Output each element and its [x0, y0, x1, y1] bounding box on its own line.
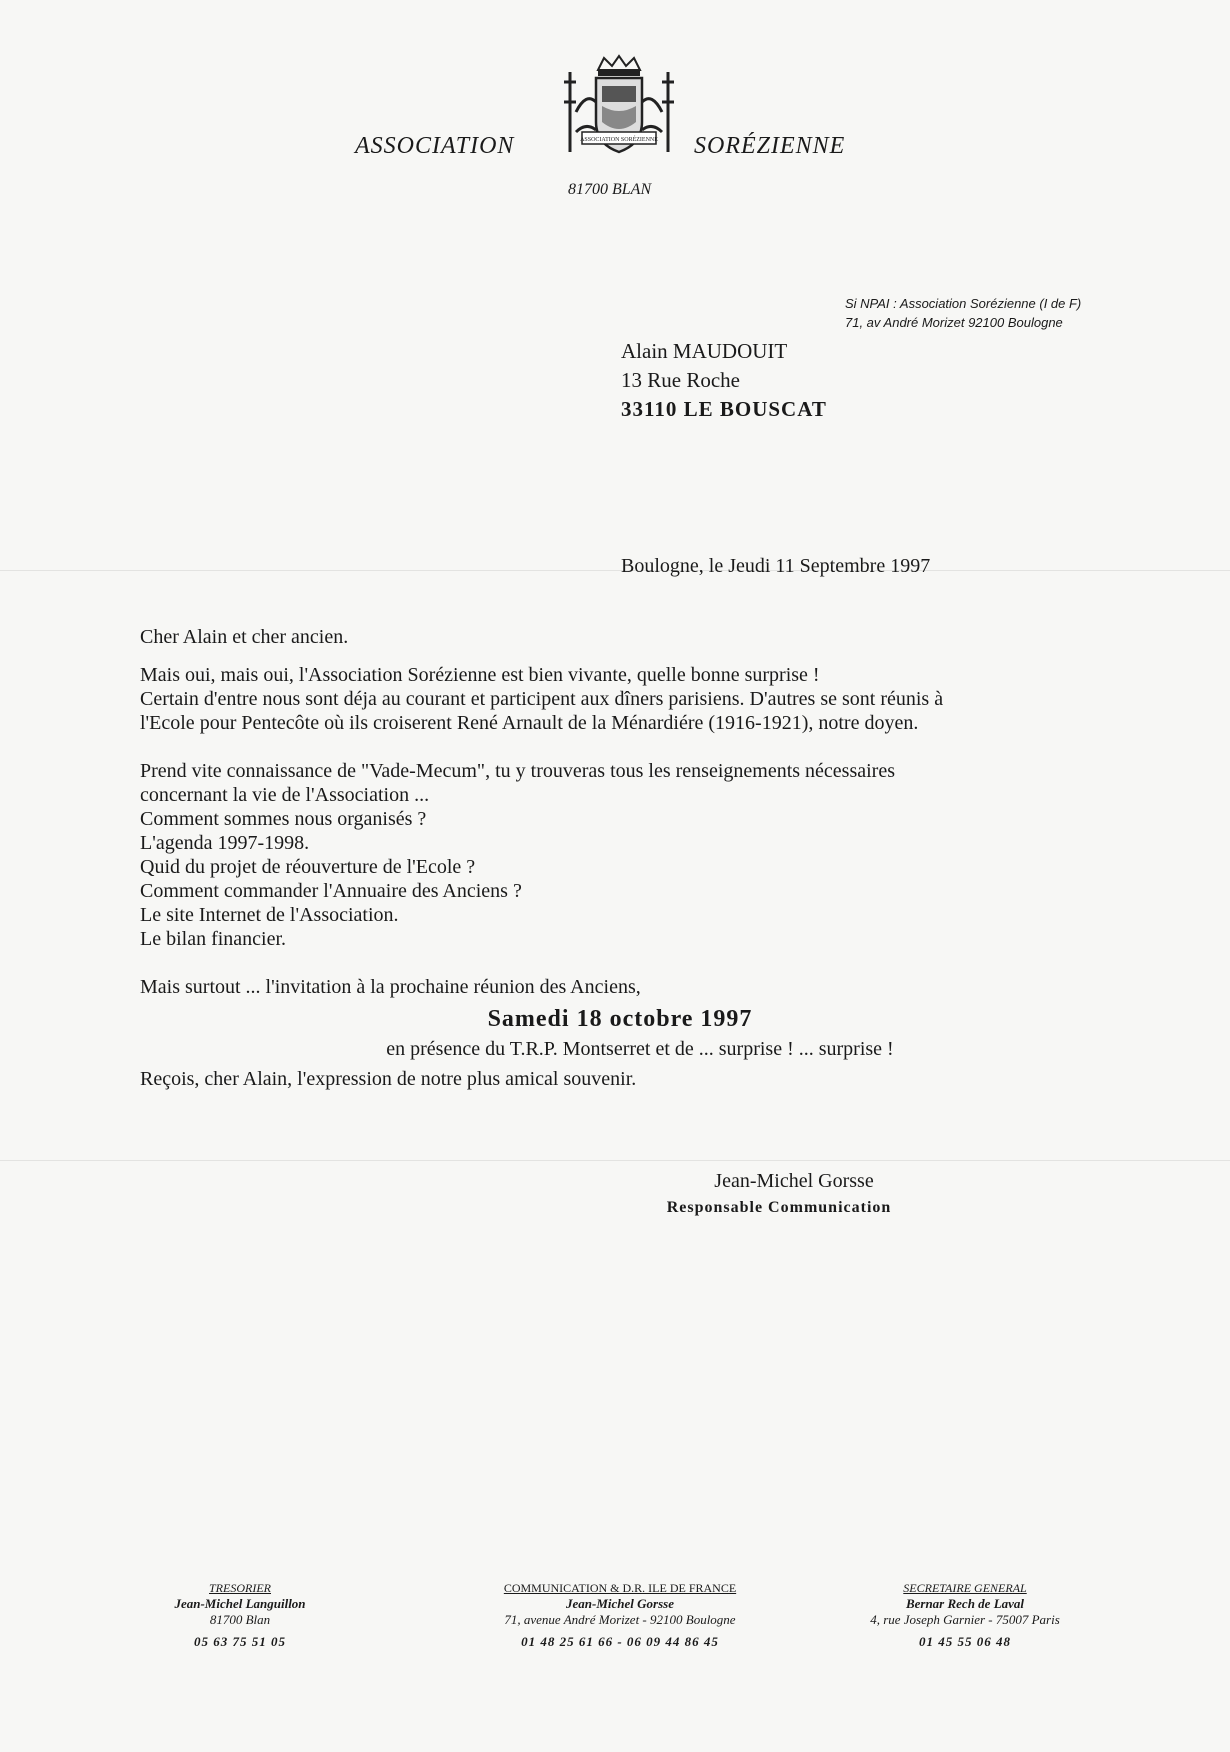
footer-name: Jean-Michel Languillon	[174, 1596, 306, 1611]
greeting: Cher Alain et cher ancien.	[140, 626, 349, 648]
letter-date: Boulogne, le Jeudi 11 Septembre 1997	[621, 555, 931, 577]
paragraph-1-line-2: Certain d'entre nous sont déja au courant et participent aux dîners parisiens. D'autres se sont réunis à	[140, 688, 944, 710]
signature-block	[624, 1170, 934, 1217]
closing: Reçois, cher Alain, l'expression de notre plus amical souvenir.	[140, 1068, 637, 1090]
letter-body	[140, 625, 1100, 1091]
footer-heading: COMMUNICATION & D.R. ILE DE FRANCE	[503, 1581, 737, 1595]
recipient-address	[621, 337, 827, 424]
footer-phone: 01 45 55 06 48	[919, 1634, 1011, 1649]
npai-line-1: Si NPAI : Association Sorézienne (I de F)	[845, 296, 1082, 311]
footer-address: 81700 Blan	[209, 1612, 271, 1627]
paragraph-2-line-2: concernant la vie de l'Association ...	[140, 784, 430, 806]
footer-heading: TRESORIER	[209, 1581, 271, 1595]
presence-line: en présence du T.R.P. Montserret et de ... surprise ! ... surprise !	[386, 1038, 894, 1060]
fold-line	[0, 570, 1230, 571]
footer-name: Jean-Michel Gorsse	[566, 1596, 674, 1611]
signature-role: Responsable Communication	[666, 1199, 892, 1216]
footer-communication	[470, 1580, 770, 1650]
paragraph-1-line-3: l'Ecole pour Pentecôte où ils croiserent René Arnault de la Ménardiére (1916-1921), notre doyen.	[140, 712, 919, 734]
event-date: Samedi 18 octobre 1997	[487, 1006, 753, 1032]
footer-heading: SECRETAIRE GENERAL	[903, 1581, 1027, 1595]
npai-line-2: 71, av André Morizet 92100 Boulogne	[845, 315, 1063, 330]
recipient-name: Alain MAUDOUIT	[621, 339, 788, 363]
coat-of-arms-logo	[560, 52, 678, 164]
topic-list-item: Quid du projet de réouverture de l'Ecole ?	[140, 856, 476, 878]
signature-name: Jean-Michel Gorsse	[714, 1170, 874, 1192]
topic-list-item: Le site Internet de l'Association.	[140, 904, 399, 926]
footer-phone: 05 63 75 51 05	[194, 1634, 286, 1649]
topic-list-item: L'agenda 1997-1998.	[140, 832, 310, 854]
footer-address: 71, avenue André Morizet - 92100 Boulogne	[504, 1612, 736, 1627]
footer-phone: 01 48 25 61 66 - 06 09 44 86 45	[521, 1634, 719, 1649]
footer-treasurer	[90, 1580, 390, 1650]
letterhead-city: 81700 BLAN	[568, 181, 652, 198]
npai-return-address	[845, 294, 1081, 332]
crest-banner-text: ASSOCIATION SORÉZIENNE	[580, 137, 658, 143]
paragraph-1-line-1: Mais oui, mais oui, l'Association Sorézienne est bien vivante, quelle bonne surprise !	[140, 664, 820, 686]
footer-address: 4, rue Joseph Garnier - 75007 Paris	[870, 1612, 1060, 1627]
recipient-street: 13 Rue Roche	[621, 368, 740, 392]
topic-list-item: Le bilan financier.	[140, 928, 287, 950]
topic-list-item: Comment commander l'Annuaire des Anciens ?	[140, 880, 522, 902]
topic-list-item: Comment sommes nous organisés ?	[140, 808, 427, 830]
footer-secretary	[815, 1580, 1115, 1650]
recipient-city: 33110 LE BOUSCAT	[621, 397, 827, 421]
paragraph-3: Mais surtout ... l'invitation à la prochaine réunion des Anciens,	[140, 976, 641, 998]
letterhead-right-word: SORÉZIENNE	[694, 133, 846, 159]
fold-line	[0, 1160, 1230, 1161]
footer-name: Bernar Rech de Laval	[905, 1596, 1025, 1611]
letterhead-left-word: ASSOCIATION	[355, 133, 515, 159]
paragraph-2-line-1: Prend vite connaissance de "Vade-Mecum", tu y trouveras tous les renseignements nécessaires	[140, 760, 895, 782]
